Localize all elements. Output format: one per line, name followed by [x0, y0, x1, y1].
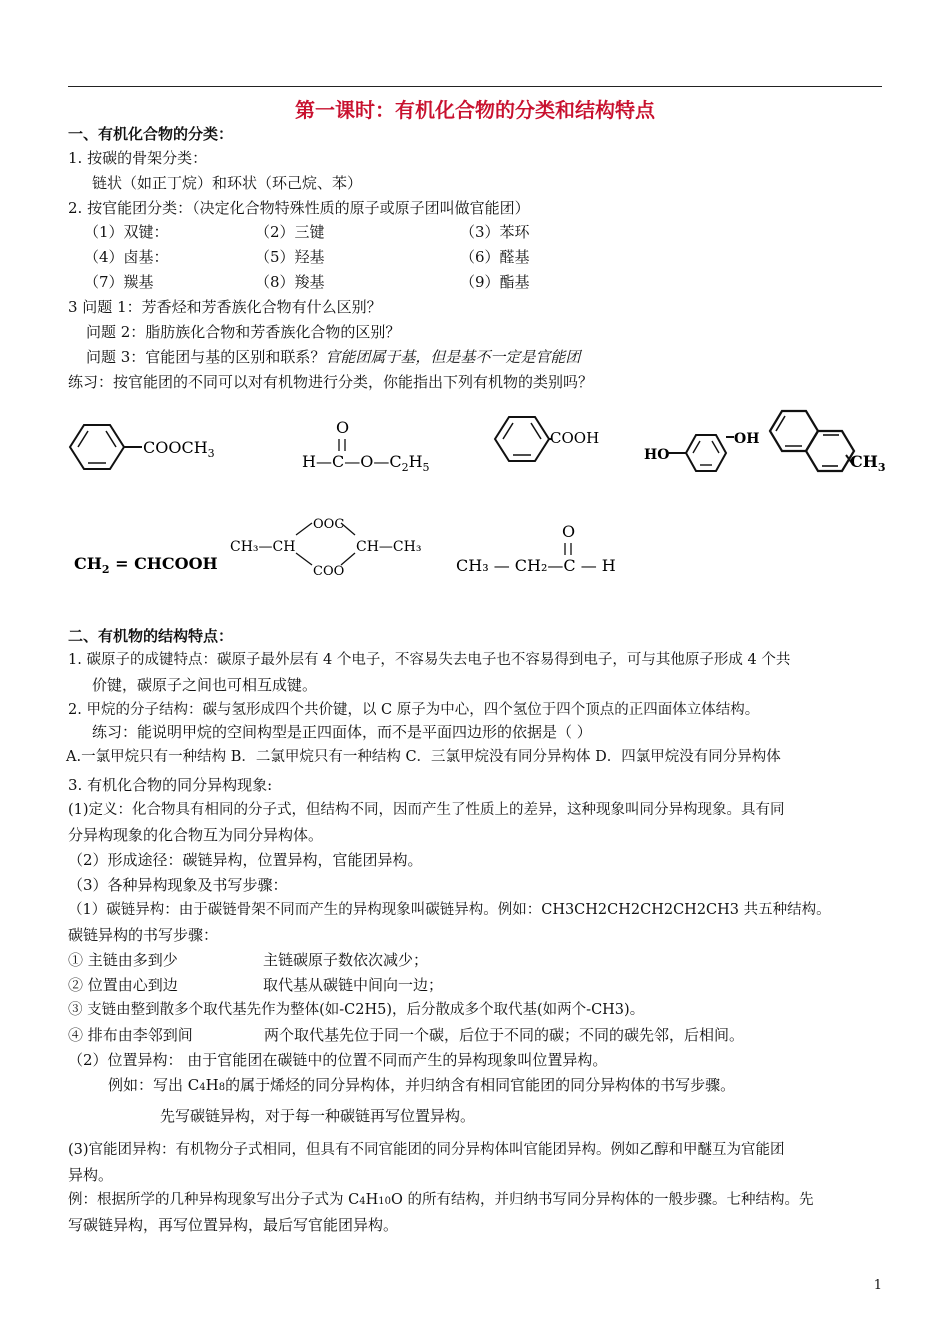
- s5-label: $CH_3$: [850, 452, 886, 474]
- formation-routes: （2）形成途径：碳链异构，位置异构，官能团异构。: [68, 851, 423, 869]
- group-4: （4）卤基：: [84, 248, 169, 266]
- para2: 2. 甲烷的分子结构：碳与氢形成四个共价键，以 C 原子为中心，四个氢位于四个顶点的正四面体立体结构。: [68, 702, 760, 718]
- step-2: ② 位置由心到边: [68, 976, 178, 994]
- definition-line2: 分异构现象的化合物互为同分异构体。: [68, 826, 324, 844]
- item2: 2. 按官能团分类：（决定化合物特殊性质的原子或原子团叫做官能团）: [68, 199, 530, 217]
- step-4: ④ 排布由李邻到间: [68, 1026, 193, 1044]
- structure-methyl-benzoate: [70, 425, 215, 469]
- definition-line1: (1)定义：化合物具有相同的分子式，但结构不同，因而产生了性质上的差异，这种现象叫同分异构现象。具有同: [68, 802, 785, 818]
- example-1: 例如：写出 C4H8的属于烯烃的同分异构体，并归纳含有相同官能团的同分异构体的书写步骤。: [108, 1076, 736, 1094]
- page-number: 1: [873, 1278, 882, 1293]
- position-isomerism: （2）位置异构： 由于官能团在碳链中的位置不同而产生的异构现象叫位置异构。: [68, 1051, 608, 1069]
- structure-propanal: [456, 522, 616, 575]
- group-3: （3）苯环: [460, 223, 530, 241]
- functional-isomerism-line1: (3)官能团异构：有机物分子式相同，但具有不同官能团的同分异构体叫官能团异构。例如乙醇和甲醚互为官能团: [68, 1142, 785, 1158]
- structures-area: [0, 395, 950, 595]
- s1-label: $COOCH_3$: [143, 438, 215, 460]
- section1-heading: 一、有机化合物的分类：: [68, 125, 234, 143]
- example-1-answer: 先写碳链异构，对于每一种碳链再写位置异构。: [160, 1107, 476, 1125]
- example-2-line1: 例：根据所学的几种异构现象写出分子式为 C4H10O 的所有结构，并归纳书写同分异构体的一般步骤。七种结构。先: [68, 1192, 814, 1208]
- page-title: 第一课时：有机化合物的分类和结构特点: [295, 98, 655, 122]
- svg-text:HO: HO: [644, 447, 670, 463]
- structure-hydroquinone: [644, 431, 759, 471]
- steps-title: （3）各种异构现象及书写步骤：: [68, 876, 288, 894]
- svg-text:O: O: [562, 522, 576, 541]
- group-2: （2）三键: [255, 223, 325, 241]
- group-9: （9）酯基: [460, 273, 530, 291]
- svg-text:CH₃—CH: CH₃—CH: [230, 539, 296, 555]
- step-1: ① 主链由多到少: [68, 951, 178, 969]
- s8-label: CH₃ — CH₂—C — H: [456, 556, 616, 575]
- group-6: （6）醛基: [460, 248, 530, 266]
- para2-exercise: 练习：能说明甲烷的空间构型是正四面体，而不是平面四边形的依据是（ ）: [92, 723, 592, 741]
- group-8: （8）羧基: [255, 273, 325, 291]
- carbon-chain-steps: 碳链异构的书写步骤：: [68, 926, 219, 944]
- group-1: （1）双键：: [84, 223, 169, 241]
- example-2-line2: 写碳链异构，再写位置异构，最后写官能团异构。: [68, 1216, 399, 1234]
- step-2-detail: 取代基从碳链中间向一边；: [263, 976, 444, 994]
- svg-text:OOC: OOC: [313, 517, 345, 532]
- structure-benzoic-acid: [495, 417, 599, 461]
- section2-heading: 二、有机物的结构特点：: [68, 627, 234, 645]
- functional-isomerism-line2: 异构。: [68, 1166, 114, 1184]
- question-1: 3 问题 1：芳香烃和芳香族化合物有什么区别？: [68, 298, 382, 316]
- step-3: ③ 支链由整到散多个取代基先作为整体(如-C2H5)，后分散成多个取代基(如两个-CH3)。: [68, 1002, 645, 1018]
- para1-line2: 价键，碳原子之间也可相互成键。: [92, 676, 318, 694]
- item1-detail: 链状（如正丁烷）和环状（环己烷、苯）: [92, 174, 363, 192]
- svg-text:OH: OH: [734, 431, 760, 447]
- exercise-prompt: 练习：按官能团的不同可以对有机物进行分类，你能指出下列有机物的类别吗？: [68, 373, 594, 391]
- structure-methylnaphthalene: [770, 411, 886, 474]
- question-2: 问题 2：脂肪族化合物和芳香族化合物的区别？: [86, 323, 401, 341]
- answer-options: A.一氯甲烷只有一种结构 B．二氯甲烷只有一种结构 C．三氯甲烷没有同分异构体 D．四氯甲烷没有同分异构体: [66, 749, 781, 765]
- step-1-detail: 主链碳原子数依次减少；: [263, 951, 429, 969]
- structure-ethyl-formate: [302, 418, 430, 474]
- question-3: 问题 3：官能团与基的区别和联系？官能团属于基，但是基不一定是官能团: [86, 348, 581, 366]
- structure-cyclic-diester: [230, 517, 421, 579]
- para3: 3. 有机化合物的同分异构现象:: [68, 776, 273, 794]
- group-5: （5）羟基: [255, 248, 325, 266]
- carbon-chain-isomerism: （1）碳链异构：由于碳链骨架不同而产生的异构现象叫碳链异构。例如：CH3CH2CH2CH2CH2CH3 共五种结构。: [68, 902, 831, 918]
- svg-text:O: O: [336, 418, 350, 437]
- svg-text:CH—CH₃: CH—CH₃: [356, 539, 422, 555]
- question-3-answer: 官能团属于基，但是基不一定是官能团: [325, 348, 581, 366]
- svg-text:COO: COO: [313, 564, 345, 579]
- item1: 1. 按碳的骨架分类：: [68, 149, 208, 167]
- group-7: （7）羰基: [84, 273, 154, 291]
- s2-label: $H—C—O—C_2H_5$: [302, 452, 430, 474]
- s6-label: $CH_2$ = CHCOOH: [74, 554, 218, 576]
- s3-label: COOH: [550, 429, 600, 447]
- header-rule: [68, 86, 882, 87]
- step-4-detail: 两个取代基先位于同一个碳，后位于不同的碳；不同的碳先邻，后相间。: [264, 1026, 745, 1044]
- para1-line1: 1. 碳原子的成键特点：碳原子最外层有 4 个电子，不容易失去电子也不容易得到电子，可与其他原子形成 4 个共: [68, 652, 791, 668]
- structure-acrylic-acid: [74, 554, 218, 576]
